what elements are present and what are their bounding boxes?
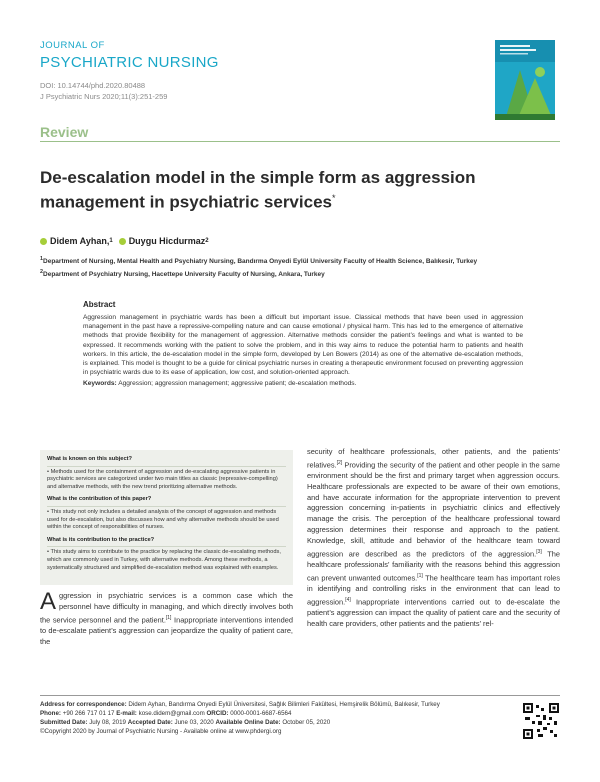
online-date: October 05, 2020 — [282, 719, 331, 726]
orcid-label: ORCID: — [206, 710, 229, 717]
body-column-left — [40, 588, 293, 647]
affil-num: 2 — [40, 269, 44, 276]
corr-label: Address for correspondence: — [40, 701, 127, 708]
author-name: Duygu Hicdurmaz — [128, 236, 206, 246]
affiliation-1 — [40, 254, 570, 267]
abstract-heading: Abstract — [83, 300, 116, 309]
body-text: ggression in psychiatric services is a common case which the personnel have difficulty in managing, and which directly involves both the service personnel and the patient. — [40, 591, 293, 625]
header-divider — [40, 141, 560, 142]
citation-ref[interactable]: [3] — [536, 548, 542, 555]
title-mark: * — [331, 193, 336, 203]
correspondence — [40, 700, 510, 709]
summary-item: • This study aims to contribute to the practice by replacing the classic de-escalating methods, which are commonly used in Turkey, with alternative methods. Among these methods, a systematically structured and simplified de-escalation method was explained with examples. — [47, 549, 281, 571]
abstract — [83, 300, 523, 387]
qr-code-icon[interactable] — [523, 703, 559, 739]
article-title — [40, 167, 560, 213]
author-affil: 1 — [109, 238, 113, 244]
keywords-text: Aggression; aggression management; aggressive patient; de-escalation methods. — [118, 380, 357, 388]
body-text: Inappropriate interventions carried out to de-escalate the patient’s aggression can impact the quality of patient care and the security of health care providers, other patients and the patients’ rel- — [307, 597, 560, 628]
submitted-label: Submitted Date: — [40, 719, 88, 726]
drop-cap: A — [40, 588, 57, 615]
email[interactable]: kose.didem@gmail.com — [138, 710, 205, 717]
citation-ref[interactable]: [1] — [165, 614, 172, 621]
journal-cover-image — [495, 40, 555, 120]
summary-heading: What is the contribution of this paper? — [47, 494, 286, 507]
keywords — [83, 380, 523, 387]
copyright: ©Copyright 2020 by Journal of Psychiatric Nursing - Available online at www.phdergi.org — [40, 728, 282, 735]
phone: +90 266 717 01 17 — [62, 710, 115, 717]
dates-line — [40, 718, 510, 727]
body-text: Providing the security of the patient and other people in the same environment should be the first and primary target when aggression occurs. Healthcare professionals are expected to be aware of their own emotions, and have accurate information for the appropriate intervention to prevent aggression concerning in-patients in psychiatric clinics and effectively manage the crisis. The perception of the healthcare professional toward aggression determines their response and approach to the patient. Knowledge, skill, attitude and behavior of the healthcare team toward aggression are described as the predictors of the aggression. — [307, 460, 560, 559]
submitted-date: July 08, 2019 — [89, 719, 126, 726]
orcid-icon[interactable] — [40, 238, 47, 245]
affil-num: 1 — [40, 256, 44, 262]
accepted-date: June 03, 2020 — [174, 719, 214, 726]
body-text: security of healthcare professionals, other patients, and the patients’ relatives. — [307, 447, 560, 470]
orcid-id[interactable]: 0000-0001-6687-6564 — [230, 710, 292, 717]
accepted-label: Accepted Date: — [127, 719, 173, 726]
keywords-label: Keywords: — [83, 380, 117, 388]
author-list — [40, 236, 209, 246]
summary-heading: What is known on this subject? — [47, 454, 286, 467]
citation-ref[interactable]: [2] — [336, 459, 343, 466]
footer — [40, 700, 510, 736]
phone-label: Phone: — [40, 710, 61, 717]
title-text: De-escalation model in the simple form as aggression management in psychiatric services — [40, 168, 476, 212]
author-affil: 2 — [205, 238, 209, 244]
summary-box — [40, 450, 293, 585]
citation-ref[interactable]: [4] — [345, 596, 351, 603]
affil-text: Department of Psychiatry Nursing, Hacettepe University Faculty of Nursing, Ankara, Turkey — [43, 271, 325, 279]
abstract-body: Aggression management in psychiatric wards has been a difficult but important issue. Classical methods that have been used in aggression management in the past have a repressive-compelling nature and can cause emotional / physical harm. This has led to the emergence of alternative methods that provide flexibility for the management of aggression. Alternative methods consider the patient’s feelings and what is wanted to be expressed. It recommends working with the patient to solve the problem, and in this way aims to reduce the potential harm to patients and health workers. In this article, the de-escalation model in the simple form, developed by Len Bowers (2014) as one of the alternative de-escalation methods, is explained. This model is thought to be a guide for clinical psychiatric nurses in creating a therapeutic environment focused on preventing aggression in psychiatric wards due to its ease of application, low cost, and solution-oriented approach. — [83, 314, 523, 377]
orcid-icon[interactable] — [119, 238, 126, 245]
body-column-right — [307, 447, 560, 630]
body-text: Inappropriate interventions intended to de-escalate patient’s aggression can jeopardize the quality of patient care, the — [40, 615, 293, 646]
body-text: The healthcare team has important roles in identifying and controlling risks in the environment that can lead to aggression. — [307, 573, 561, 607]
doi-block — [40, 80, 167, 102]
citation-ref[interactable]: [1] — [417, 572, 423, 579]
summary-item: • Methods used for the containment of aggression and de-escalating aggressive patients in psychiatric services are categorized under two main titles as classic (repressive-compelling) and alternative methods, with the new trend prioritizing alternative methods. — [47, 468, 278, 490]
contact-line — [40, 709, 510, 718]
summary-heading: What is its contribution to the practice? — [47, 535, 286, 548]
affil-text: Department of Nursing, Mental Health and Psychiatry Nursing, Bandırma Onyedi Eylül University Faculty of Health Science, Balıkesir, Turkey — [43, 258, 478, 266]
author-name: Didem Ayhan, — [50, 236, 110, 246]
affiliation-2 — [40, 267, 570, 280]
online-label: Available Online Date: — [215, 719, 281, 726]
email-label: E-mail: — [116, 710, 137, 717]
summary-item: • This study not only includes a detailed analysis of the concept of aggression and methods used for de-escalation, but also discusses how and why alternative methods should be used within the concept of responsibilities of nurses. — [47, 508, 279, 531]
doi[interactable]: DOI: 10.14744/phd.2020.80488 — [40, 81, 146, 90]
corr-text: Didem Ayhan, Bandırma Onyedi Eylül Üniversitesi, Sağlık Bilimleri Fakültesi, Hemşirelik Bölümü, Balıkesir, Turkey — [128, 701, 440, 708]
journal-name-small: JOURNAL OF — [40, 40, 105, 51]
body-text: The healthcare professionals’ familiarity with the reasons behind this aggression can prevent unwanted outcomes. — [307, 549, 560, 583]
journal-name: PSYCHIATRIC NURSING — [40, 54, 219, 71]
footer-divider — [40, 695, 560, 696]
article-type: Review — [40, 124, 89, 140]
affiliations — [40, 254, 570, 280]
citation: J Psychiatric Nurs 2020;11(3):251-259 — [40, 92, 168, 101]
